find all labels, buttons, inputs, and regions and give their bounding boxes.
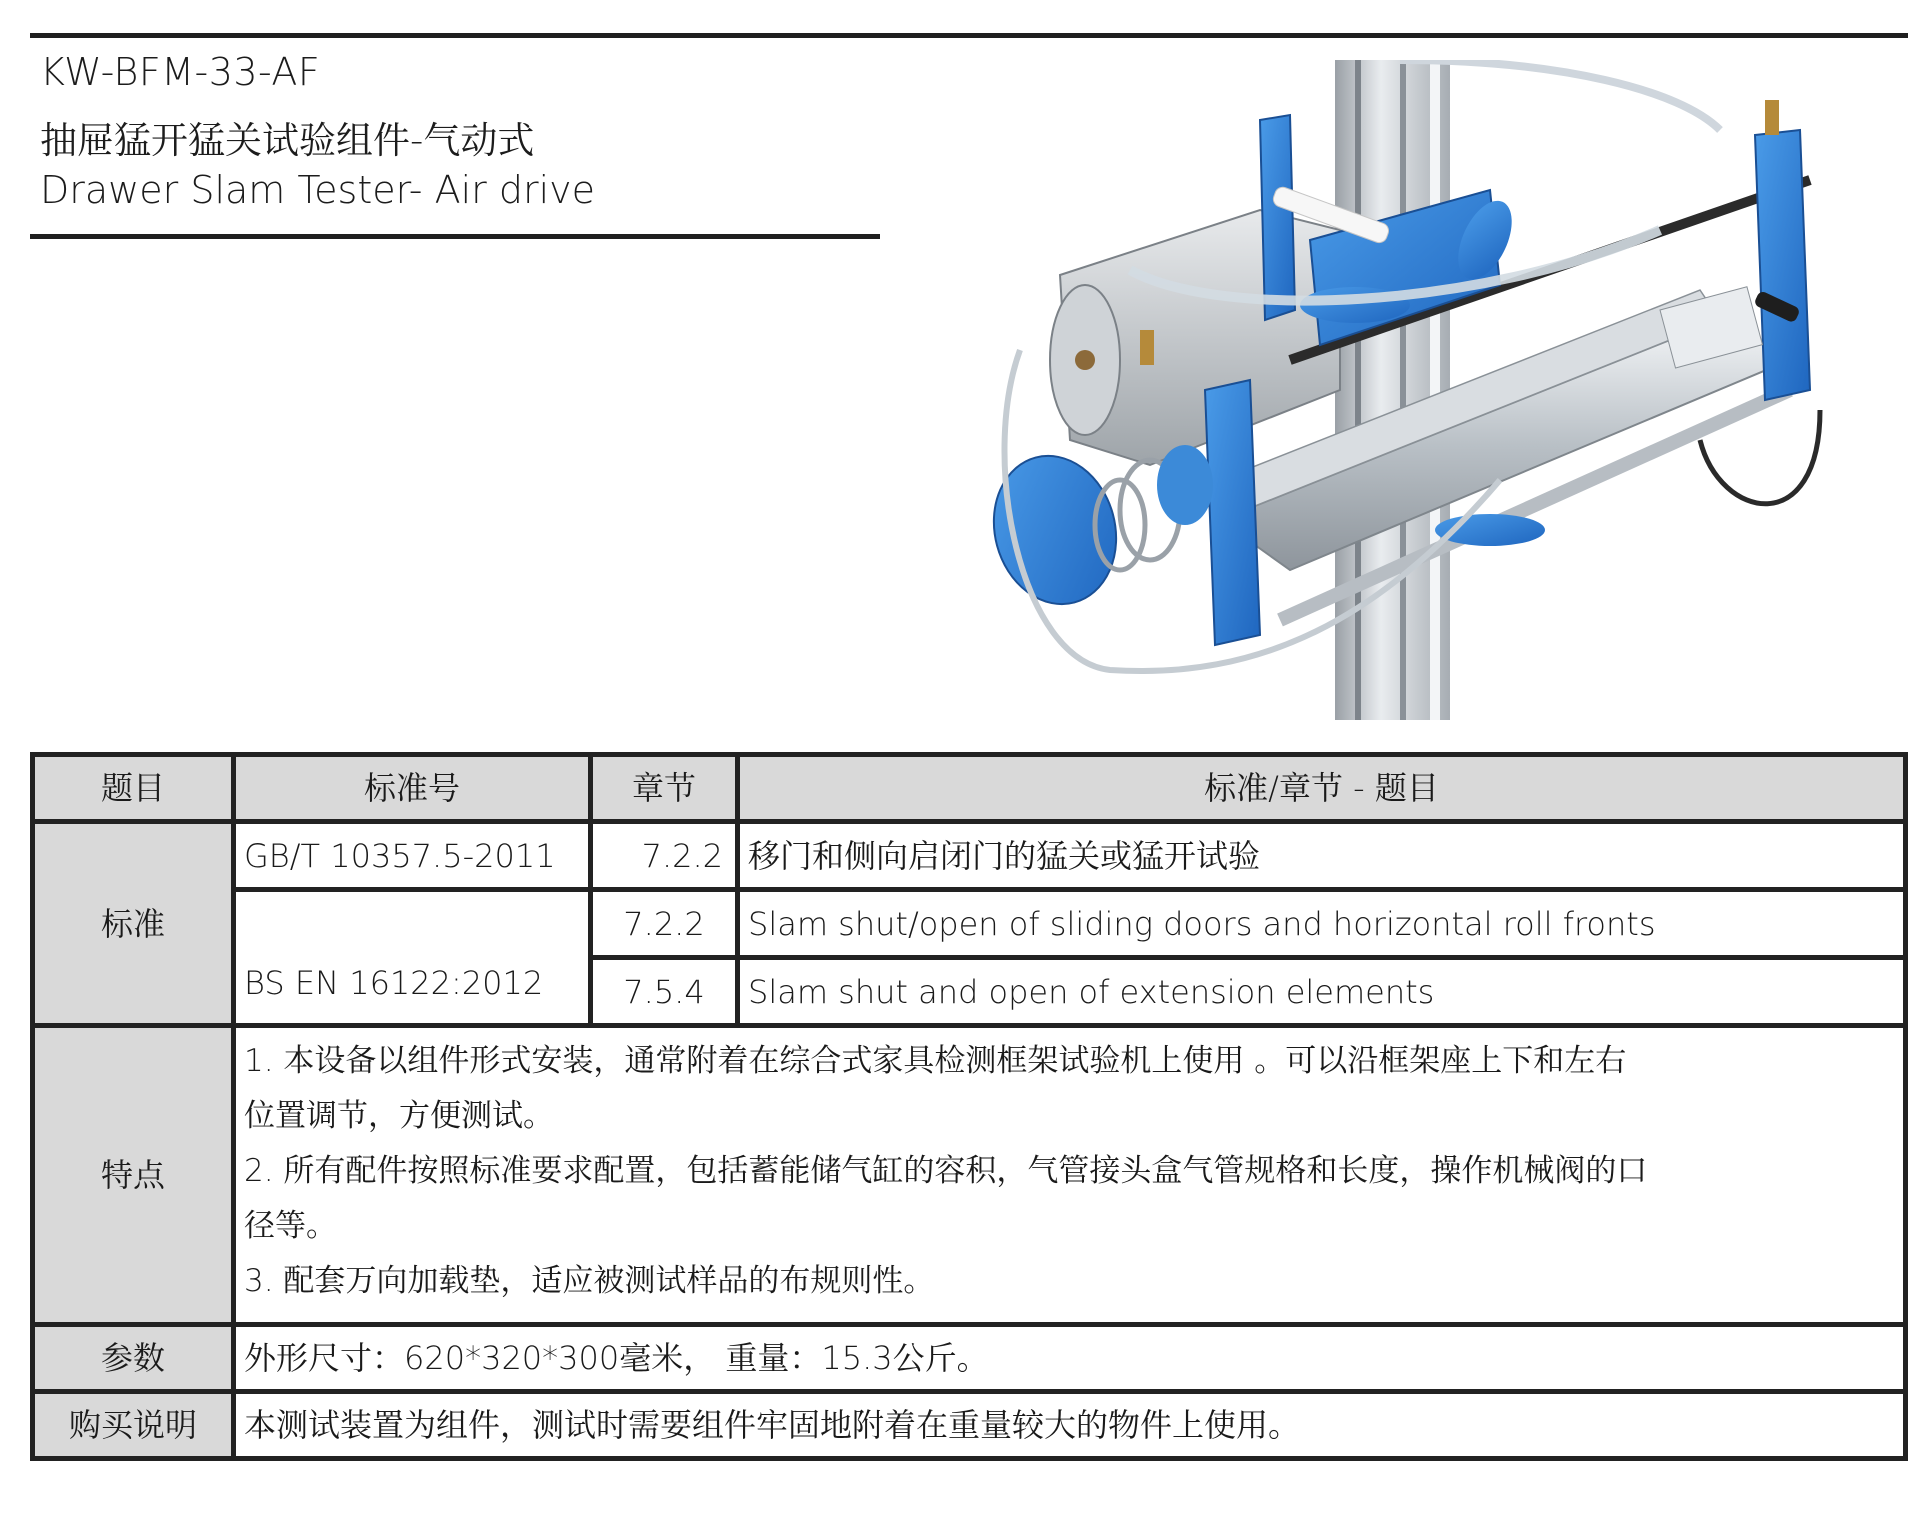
title-divider (30, 234, 880, 239)
product-title-cn: 抽屉猛开猛关试验组件-气动式 (40, 119, 535, 162)
header-standard-number: 标准号 (234, 755, 591, 822)
clause-number: 7.5.4 (591, 958, 738, 1026)
clause-title: Slam shut and open of extension elements (738, 958, 1906, 1026)
top-divider (30, 33, 1908, 38)
feature-line: 2. 所有配件按照标准要求配置，包括蓄能储气缸的容积，气管接头盒气管规格和长度，操作机械阀的口 (244, 1153, 1648, 1189)
features-row (33, 1026, 1906, 1325)
features-label: 特点 (33, 1026, 234, 1325)
feature-line: 1. 本设备以组件形式安装，通常附着在综合式家具检测框架试验机上使用 。可以沿框架座上下和左右 (244, 1043, 1627, 1079)
table-row (33, 890, 1906, 958)
params-value: 外形尺寸：620*320*300毫米， 重量：15.3公斤。 (234, 1325, 1906, 1392)
table-row (33, 822, 1906, 890)
spec-table (30, 752, 1908, 1461)
header-topic: 题目 (33, 755, 234, 822)
standard-number: BS EN 16122:2012 (234, 890, 591, 1026)
params-row (33, 1325, 1906, 1392)
product-image (960, 60, 1860, 720)
purchase-label: 购买说明 (33, 1392, 234, 1459)
feature-line: 3. 配套万向加载垫，适应被测试样品的布规则性。 (244, 1263, 935, 1299)
purchase-value: 本测试装置为组件，测试时需要组件牢固地附着在重量较大的物件上使用。 (234, 1392, 1906, 1459)
purchase-row (33, 1392, 1906, 1459)
features-content (234, 1026, 1906, 1325)
standards-label: 标准 (33, 822, 234, 1026)
params-label: 参数 (33, 1325, 234, 1392)
standard-number: GB/T 10357.5-2011 (234, 822, 591, 890)
model-number: KW-BFM-33-AF (40, 50, 321, 94)
table-header-row (33, 755, 1906, 822)
header-standard-clause-title: 标准/章节 - 题目 (738, 755, 1906, 822)
feature-line: 位置调节，方便测试。 (244, 1098, 554, 1134)
clause-title: Slam shut/open of sliding doors and horizontal roll fronts (738, 890, 1906, 958)
feature-line: 径等。 (244, 1208, 337, 1244)
header-clause: 章节 (591, 755, 738, 822)
clause-number: 7.2.2 (591, 890, 738, 958)
clause-number: 7.2.2 (591, 822, 738, 890)
product-title-en: Drawer Slam Tester- Air drive (40, 168, 596, 212)
clause-title: 移门和侧向启闭门的猛关或猛开试验 (738, 822, 1906, 890)
